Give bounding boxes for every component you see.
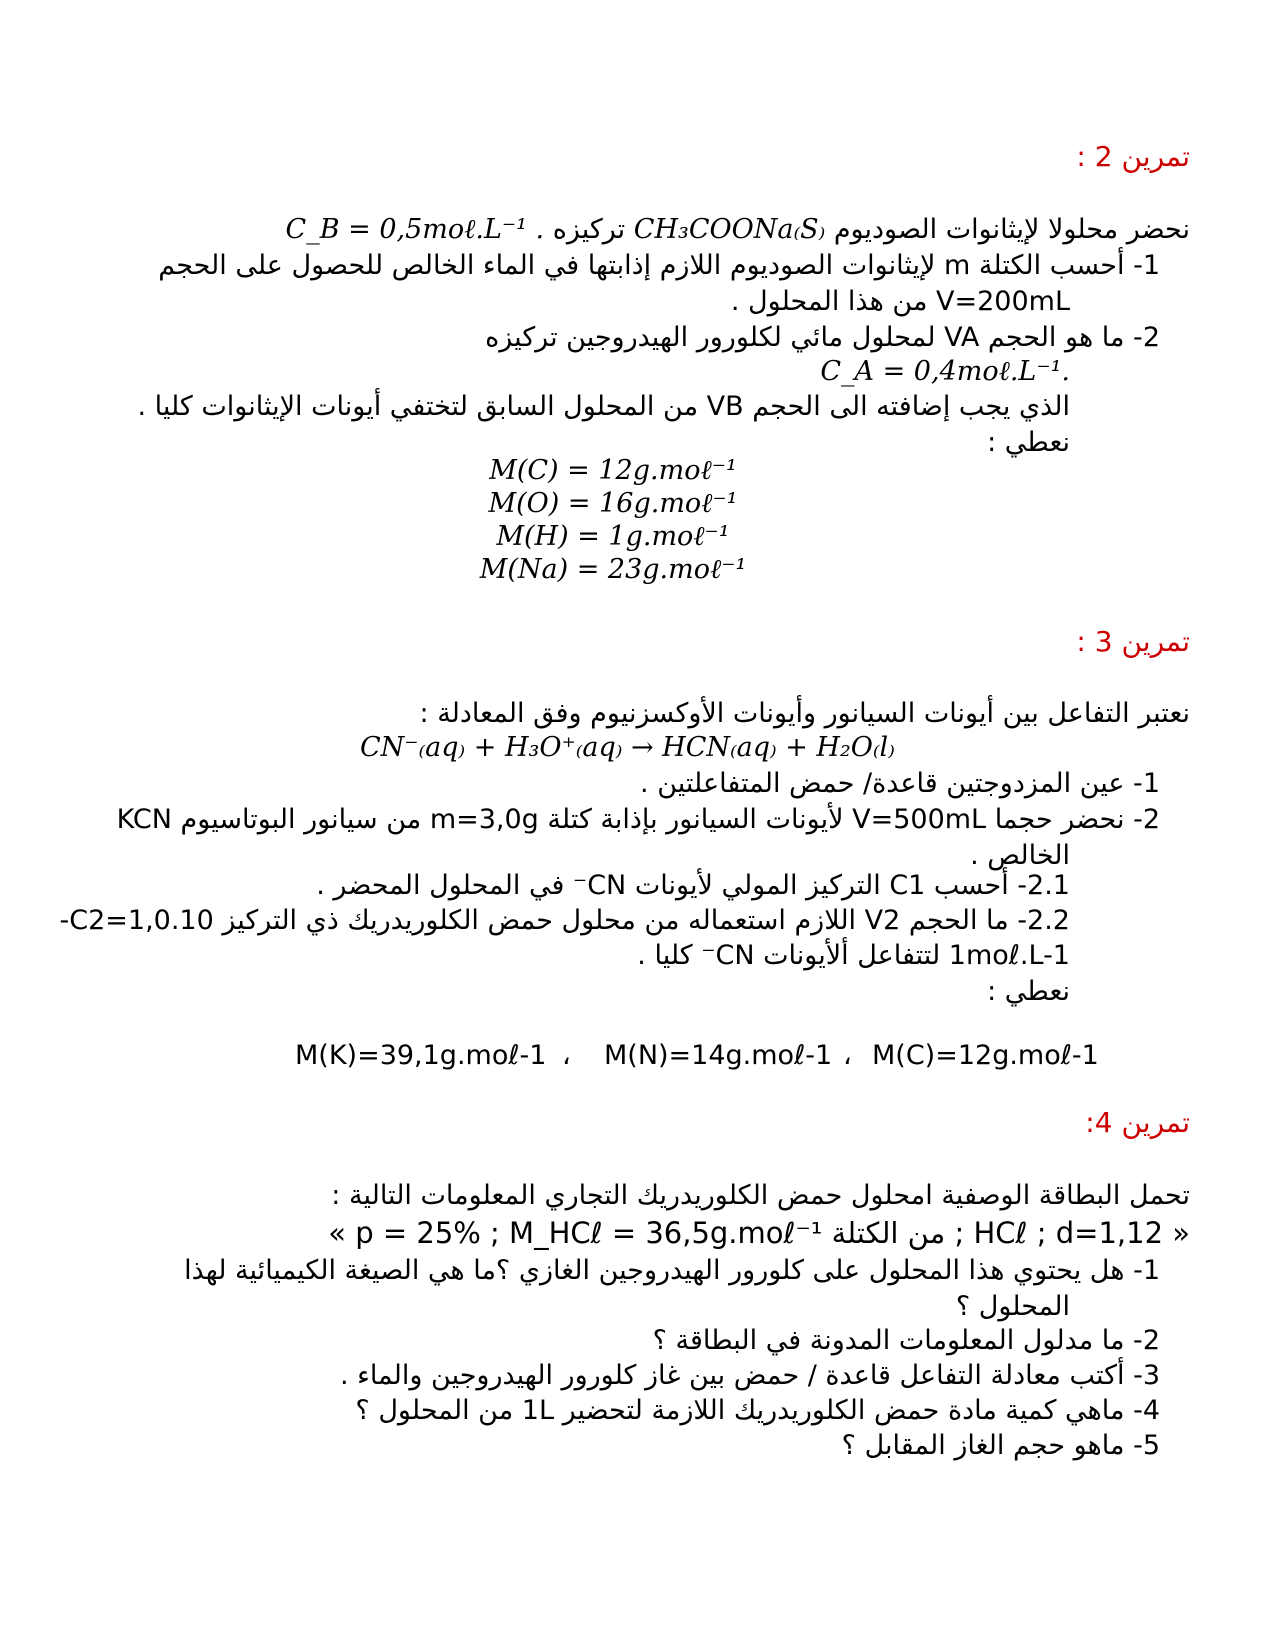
exercise-4-intro: تحمل البطاقة الوصفية امحلول حمض الكلوريدريك التجاري المعلومات التالية :: [331, 1180, 1190, 1211]
exercise-3-q1: 1- عين المزدوجتين قاعدة/ حمض المتفاعلتين .: [640, 768, 1160, 799]
mass-na: M(Na) = 23g.moℓ⁻¹: [479, 554, 747, 585]
mass-k: M(K)=39,1g.moℓ-1: [295, 1040, 547, 1071]
exercise-3-title: تمرين 3 :: [1076, 625, 1190, 658]
exercise-4-title: تمرين 4:: [1085, 1106, 1190, 1139]
intro-formula: CH₃COONa₍S₎: [633, 214, 826, 245]
exercise-4-q1a: 1- هل يحتوي هذا المحلول على كلورور الهيدروجين الغازي ؟ما هي الصيغة الكيميائية لهذا: [184, 1255, 1160, 1286]
exercise-3-q2b: الخالص .: [970, 840, 1070, 871]
mass-sep-1: ،: [562, 1040, 571, 1071]
exercise-2-q2-conc: .C_A = 0,4moℓ.L⁻¹: [820, 356, 1070, 387]
exercise-4-q2: 2- ما مدلول المعلومات المدونة في البطاقة ؟: [652, 1325, 1160, 1356]
mass-sep-2: ،: [843, 1040, 852, 1071]
mass-o: M(O) = 16g.moℓ⁻¹: [488, 488, 738, 519]
exercise-4-q3: 3- أكتب معادلة التفاعل قاعدة / حمض بين غاز كلورور الهيدروجين والماء .: [339, 1360, 1160, 1391]
exercise-2-given: نعطي :: [987, 427, 1070, 458]
mass-c: M(C) = 12g.moℓ⁻¹: [489, 455, 737, 486]
exercise-2-q2b: الذي يجب إضافته الى الحجم VB من المحلول السابق لتختفي أيونات الإيثانوات كليا .: [137, 391, 1070, 422]
exercise-2-q1a: 1- أحسب الكتلة m لإيثانوات الصوديوم اللازم إذابتها في الماء الخالص للحصول على الحجم: [158, 250, 1160, 281]
exercise-4-label-info: « HCℓ ; d=1,12 ; من الكتلة p = 25% ; M_HCℓ = 36,5g.moℓ⁻¹ »: [328, 1216, 1190, 1250]
intro-conc: C_B = 0,5moℓ.L⁻¹ .: [285, 214, 545, 245]
reaction-equation: CN⁻₍aq₎ + H₃O⁺₍aq₎ → HCN₍aq₎ + H₂O₍l₎: [360, 732, 895, 763]
exercise-3-q22b: 1moℓ.L-1 لتتفاعل ألأيونات CN⁻ كليا .: [637, 940, 1070, 971]
intro-text: نحضر محلولا لإيثانوات الصوديوم: [833, 214, 1190, 245]
exercise-2-title: تمرين 2 :: [1076, 140, 1190, 173]
exercise-2-q2a: 2- ما هو الحجم VA لمحلول مائي لكلورور الهيدروجين تركيزه: [485, 322, 1160, 353]
intro-conc-label: تركيزه: [552, 214, 626, 245]
exercise-2-intro: [286, 214, 1190, 246]
exercise-4-q5: 5- ماهو حجم الغاز المقابل ؟: [841, 1430, 1160, 1461]
exercise-3-q22a: 2.2- ما الحجم V2 اللازم استعماله من محلول حمض الكلوريدريك ذي التركيز C2=1,0.10-: [59, 905, 1070, 936]
mass-n: M(N)=14g.moℓ-1: [604, 1040, 833, 1071]
mass-c2: M(C)=12g.moℓ-1: [872, 1040, 1099, 1071]
exercise-4-q1b: المحلول ؟: [955, 1291, 1070, 1322]
exercise-3-q2a: 2- نحضر حجما V=500mL لأيونات السيانور بإذابة كتلة m=3,0g من سيانور البوتاسيوم KCN: [116, 804, 1160, 835]
exercise-3-given: نعطي :: [987, 976, 1070, 1007]
exercise-2-q1b: V=200mL من هذا المحلول .: [730, 286, 1070, 317]
exercise-3-intro: نعتبر التفاعل بين أيونات السيانور وأيونات الأوكسزنيوم وفق المعادلة :: [419, 698, 1190, 729]
mass-h: M(H) = 1g.moℓ⁻¹: [496, 521, 730, 552]
exercise-4-q4: 4- ماهي كمية مادة حمض الكلوريدريك اللازمة لتحضير 1L من المحلول ؟: [355, 1395, 1160, 1426]
exercise-3-q21: 2.1- أحسب C1 التركيز المولي لأيونات CN⁻ في المحلول المحضر .: [316, 870, 1070, 901]
